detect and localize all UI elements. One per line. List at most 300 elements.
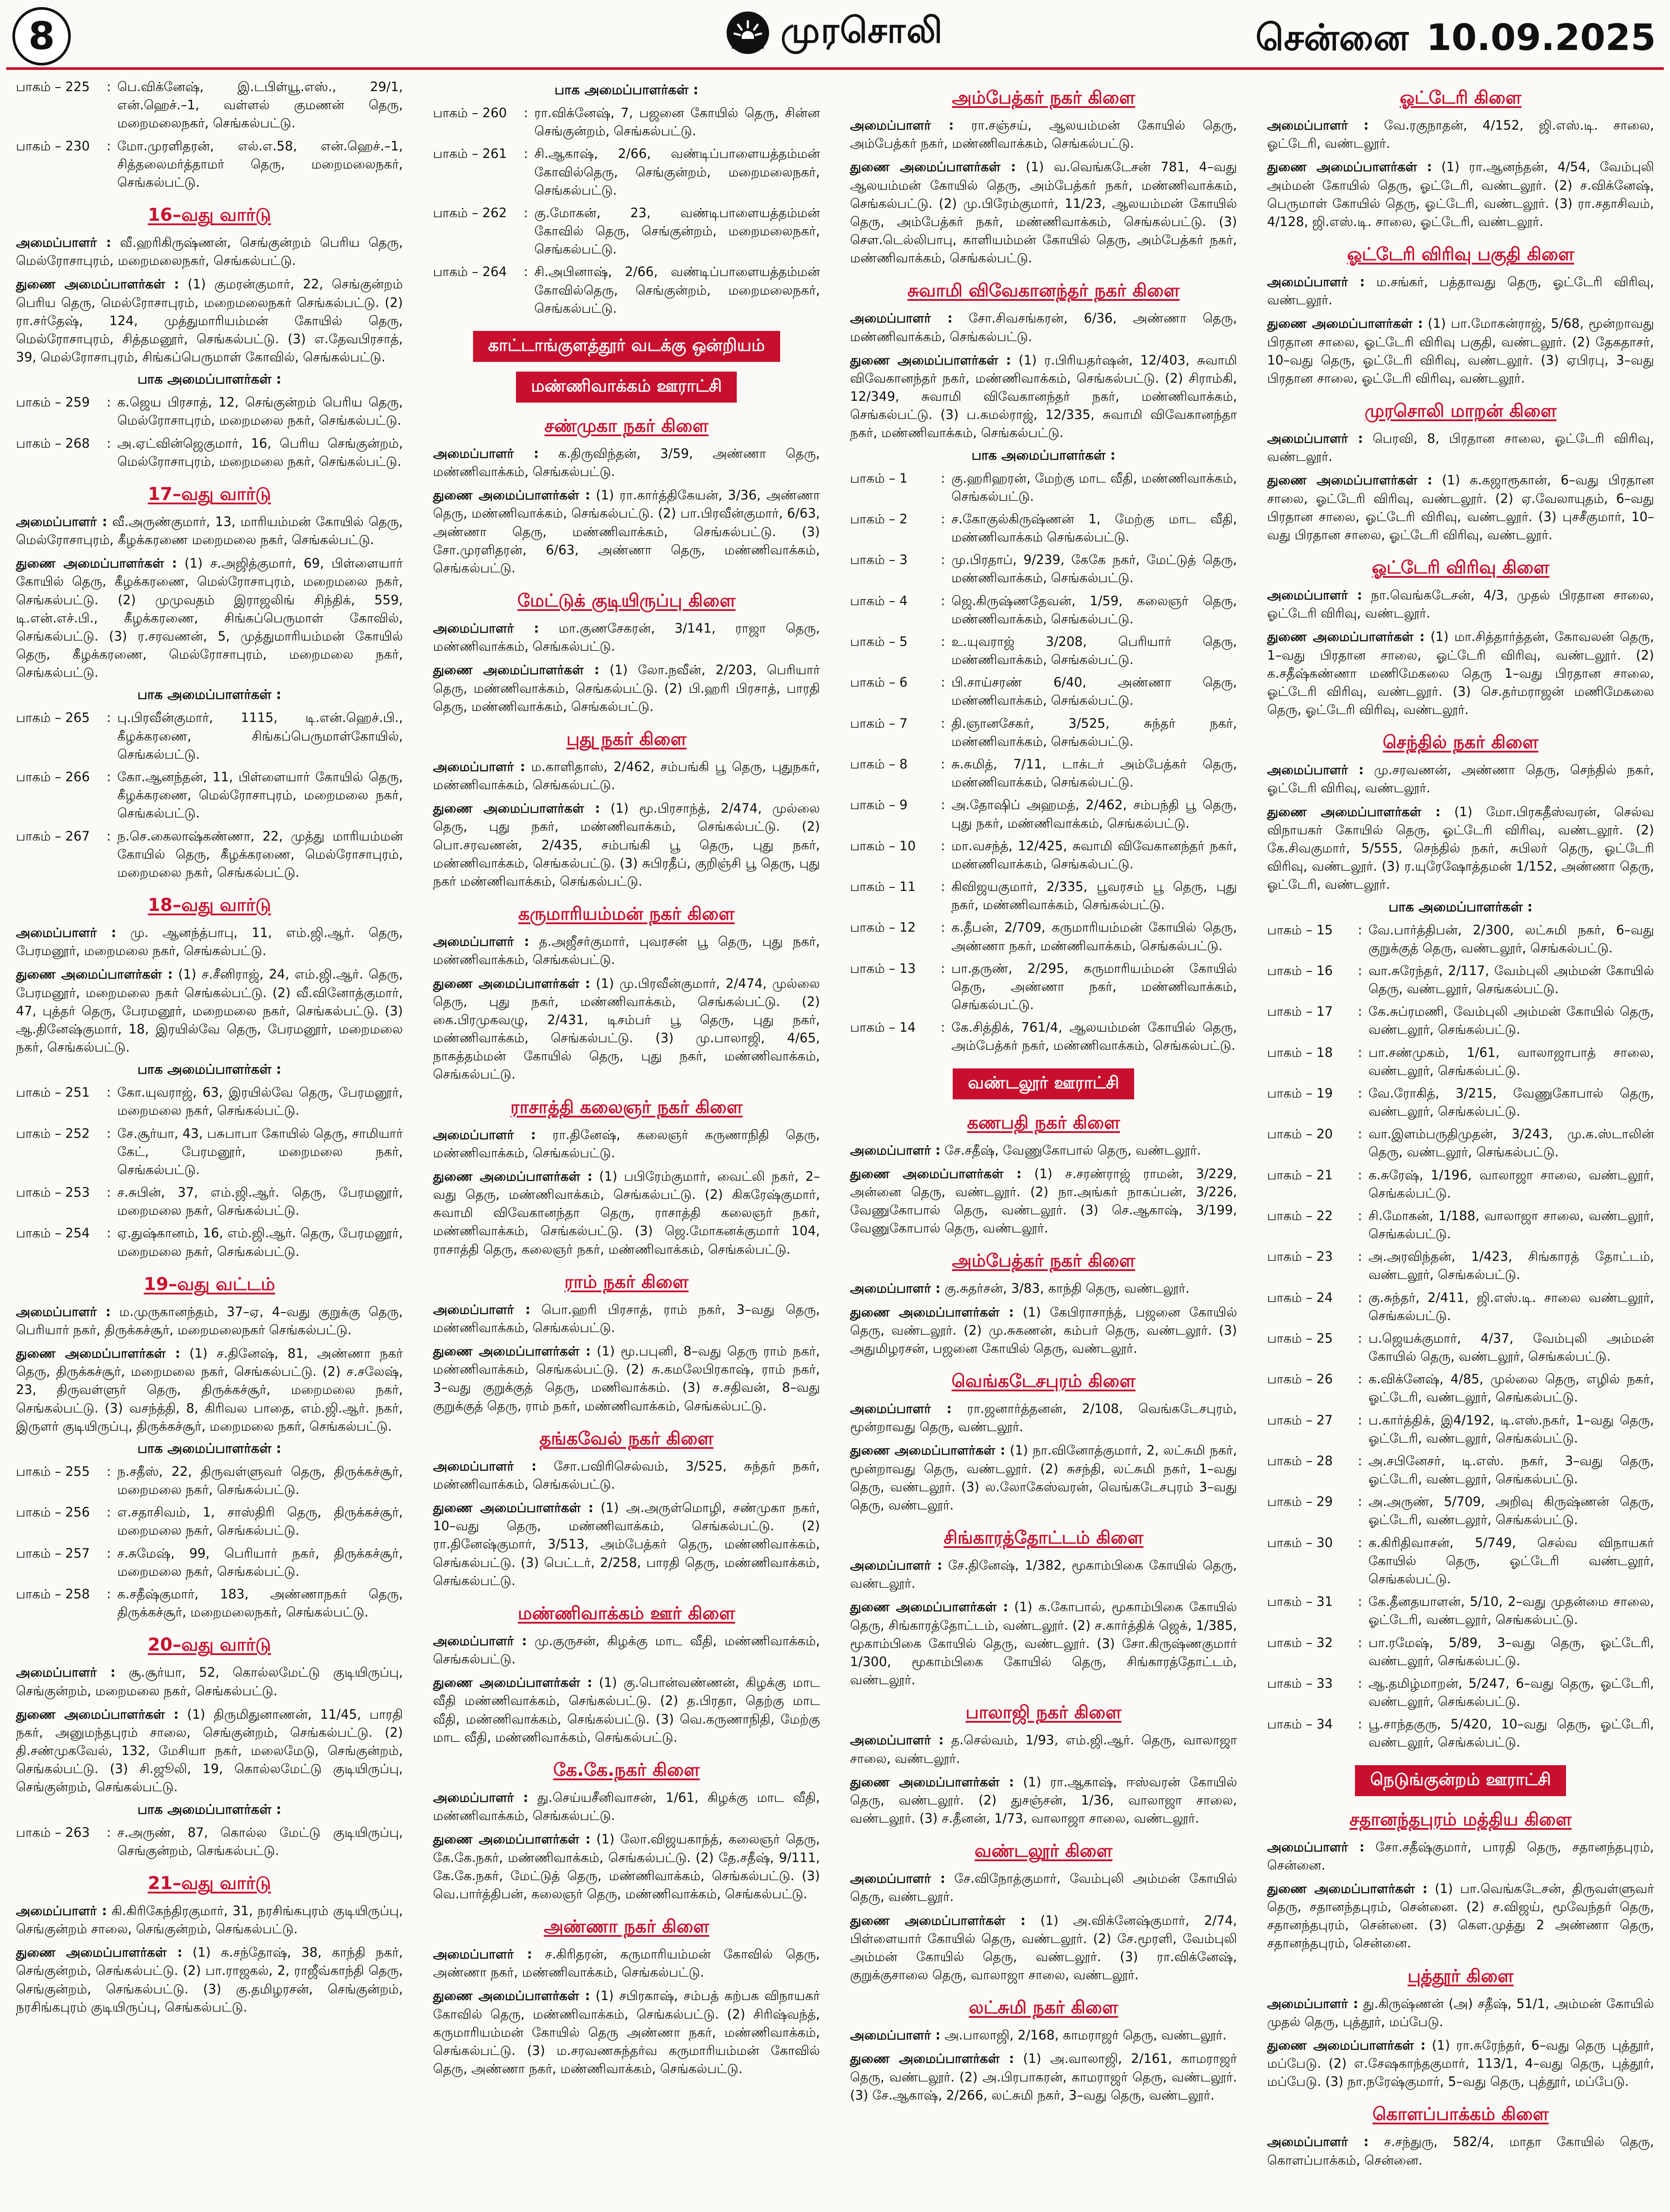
member-details: மு.குருசன், கிழக்கு மாட வீதி, மண்ணிவாக்கம், செங்கல்பட்டு. [433, 1633, 820, 1667]
booth-organiser: வா.இளம்பருதிமுதன், 3/243, மு.க.ஸ்டாலின் தெரு, வண்டலூர், செங்கல்பட்டு. [1368, 1126, 1654, 1160]
office-bearers-section [433, 904, 820, 1083]
booth-organiser: எ.சதாசிவம், 1, சாஸ்திரி தெரு, திருக்கச்சூர், மறைமலை நகர், செங்கல்பட்டு. [117, 1505, 403, 1538]
booth-number: பாகம் – 20 [1267, 1126, 1333, 1142]
role-label: அமைப்பாளர் : [16, 1304, 111, 1319]
booth-number: பாகம் – 30 [1267, 1535, 1333, 1550]
member-details: (1) கேபிராசாந்த், பஜனை கோயில் தெரு, வண்டலூர். (2) மு.சுகணன், கம்பர் தெரு, வண்டலூர். (3) அதுமிழரசன், பஜனை கோயில் தெரு, வண்டலூர். [850, 1304, 1237, 1356]
booth-organiser: மா.வசந்த், 12/425, சுவாமி விவேகானந்தர் நகர், மண்ணிவாக்கம், செங்கல்பட்டு. [951, 838, 1237, 872]
member-entry [433, 799, 820, 891]
booth-row [850, 1018, 1237, 1055]
separator: : [107, 828, 111, 844]
booth-number: பாகம் – 259 [16, 395, 90, 410]
member-entry [433, 975, 820, 1084]
booth-number: பாகம் – 1 [850, 470, 908, 486]
branch-heading [1267, 2104, 1655, 2127]
member-details: மா.குணசேகரன், 3/141, ராஜா தெரு, மண்ணிவாக்கம், செங்கல்பட்டு. [433, 621, 820, 654]
member-entry [433, 445, 820, 481]
member-entry [433, 1945, 820, 1982]
role-label: துணை அமைப்பாளர்கள் : [16, 276, 179, 292]
office-bearers-section [433, 1916, 820, 2078]
office-bearers-section [1267, 1765, 1655, 1796]
member-details: (1) குமரன்குமார், 22, செங்குன்றம் பெரிய தெரு, மெல்ரோசாபுரம், மறைமலைநகர் செங்கல்பட்டு. (2) ரா.சர்தேஷ், 124, முத்துமாரியம்மன் கோயில் தெரு, மெல்ரோசாபுரம், சித்தமனூர், செங்கல்பட்டு. (3) எ.தேவபிரசாத், 39, மெல்ரோசாபுரம், சிங்கப்பெருமாள் கோவில், செங்கல்பட்டு. [16, 276, 403, 365]
branch-heading-text: ஓட்டேரி விரிவு பகுதி கிளை [1347, 244, 1574, 265]
booth-number: பாகம் – 267 [16, 828, 90, 844]
member-entry [1267, 315, 1655, 388]
branch-heading [16, 1635, 403, 1657]
union-banner: காட்டாங்குளத்தூர் வடக்கு ஒன்றியம் [473, 331, 780, 362]
booth-row [850, 510, 1237, 546]
member-entry [850, 2050, 1237, 2104]
member-entry [850, 2026, 1237, 2044]
member-details: (1) திருமிதுனாணன், 11/45, பாரதி நகர், அனுமந்தபுரம் சாலை, செங்குன்றம், செங்கல்பட்டு. (2) தி.சண்முகவேல், 132, மேசியா நகர், மலைமேடு, செங்குன்றம், செங்கல்பட்டு. (3) சி.ஜூலி, 19, கொல்லமேட்டு குடியிருப்பு, செங்குன்றம், செங்கல்பட்டு. [16, 1706, 403, 1795]
booth-row [850, 960, 1237, 1014]
booth-row [850, 714, 1237, 751]
member-details: (1) சபிரகாஷ், சம்பத் கற்பக விநாயகர் கோவில் தெரு, மண்ணிவாக்கம், செங்கல்பட்டு. (2) சிரிஷ்வந்த், கருமாரியம்மன் கோயில் தெரு அண்ணா நகர், மண்ணிவாக்கம், செங்கல்பட்டு. (3) ம.சரவணசுந்தர்வ கருமாரியம்மன் கோவில் தெரு, அண்ணா நகர், மண்ணிவாக்கம், செங்கல்பட்டு. [433, 1988, 820, 2077]
branch-heading-text: சதானந்தபுரம் மத்திய கிளை [1349, 1809, 1572, 1830]
separator: : [941, 838, 945, 853]
branch-heading-text: கருமாரியம்மன் நகர் கிளை [518, 904, 735, 925]
booth-number: பாகம் – 5 [850, 634, 908, 649]
booth-number: பாகம் – 266 [16, 769, 90, 784]
office-bearers-section [850, 1528, 1237, 1689]
booth-number: பாகம் – 255 [16, 1463, 90, 1479]
role-label: துணை அமைப்பாளர்கள் : [433, 1500, 594, 1516]
booth-organiser: ரா.விக்னேஷ், 7, பஜனை கோயில் தெரு, சின்ன செங்குன்றம், செங்கல்பட்டு. [534, 105, 820, 139]
member-details: (1) ச.தினேஷ், 81, அண்ணா நகர் தெரு, திருக்கச்சூர், மறைமலை நகர், செங்கல்பட்டு. (2) ச.சலேஷ், 23, திருவள்ளுர் தெரு, திருக்கச்சூர், மறைமலை நகர், செங்கல்பட்டு. (3) வசந்த்தி, 8, கிரிவல பாதை, எம்.ஜி.ஆர். நகர், இருளர் குடியிருப்பு, திருக்கச்சூர், மறைமலை நகர், செங்கல்பட்டு. [16, 1346, 403, 1434]
office-bearers-section [850, 280, 1237, 1055]
booth-number: பாகம் – 15 [1267, 922, 1333, 937]
booth-number: பாகம் – 25 [1267, 1330, 1333, 1346]
booth-organiser: பா.தருண், 2/295, கருமாரியம்மன் கோயில் தெரு, அண்ணா நகர், மண்ணிவாக்கம், செங்கல்பட்டு. [951, 960, 1237, 1013]
member-details: (1) க.கஜாரூகான், 6–வது பிரதான சாலை, ஓட்டேரி விரிவு, வண்டலூர். (2) ஏ.வேலாயுதம், 6–வது பிரதான சாலை, ஓட்டேரி விரிவு, வண்டலூர். (3) புசசீகுமார், 10–வது பிரதான சாலை, ஓட்டேரி விரிவு, வண்டலூர். [1267, 472, 1655, 542]
office-bearers-section [850, 1841, 1237, 1984]
office-bearers-section [850, 88, 1237, 267]
article-columns [12, 78, 1658, 2212]
role-label: அமைப்பாளர் : [433, 1947, 532, 1962]
booth-number: பாகம் – 23 [1267, 1249, 1333, 1264]
booth-number: பாகம் – 252 [16, 1125, 90, 1141]
member-details: ரா.தினேஷ், கலைஞர் கருணாநிதி தெரு, மண்ணிவாக்கம், செங்கல்பட்டு. [433, 1127, 820, 1160]
office-bearers-section [16, 78, 403, 192]
member-details: (1) ரா.ஆனந்தன், 4/54, வேம்புலி அம்மன் கோயில் தெரு, ஓட்டேரி, வண்டலூர். (2) ச.விக்னேஷ், பெருமாள் கோயில் தெரு, ஓட்டேரி, வண்டலூர். (3) ரா.சதாசிவம், 4/128, ஜி.எஸ்.டி. சாலை, ஓட்டேரி, வண்டலூர். [1267, 159, 1655, 229]
booth-number: பாகம் – 256 [16, 1505, 90, 1520]
booth-row [850, 592, 1237, 628]
branch-heading-text: ராசாத்தி கலைஞர் நகர் கிளை [510, 1097, 743, 1118]
subheading-booth-organisers: பாக அமைப்பாளர்கள் : [971, 447, 1116, 463]
member-details: (1) பா.மோகன்ராஜ், 5/68, மூன்றாவது பிரதான சாலை, ஓட்டேரி விரிவு பகுதி, வண்டலூர். (2) தேகதாசர், 10–வது தெரு, ஓட்டேரி விரிவு, வண்டலூர். (3) ஏபிரபு, 3–வது பிரதான சாலை, ஓட்டேரி விரிவு, வண்டலூர். [1267, 316, 1655, 386]
member-entry [1267, 273, 1655, 309]
booth-row [16, 1544, 403, 1581]
paper-name: முரசொலி [781, 10, 943, 51]
member-details: (1) நா.வினோத்குமார், 2, லட்சுமி நகர், மூன்றாவது தெரு, வண்டலூர். (2) சுசந்தி, லட்சுமி நகர், 1–வது தெரு, வண்டலூர். (3) ல.லோகேஸ்வரன், வெங்கடேசபுரம் 3–வது தெரு, வண்டலூர். [850, 1443, 1237, 1513]
branch-heading [850, 280, 1237, 303]
role-label: அமைப்பாளர் : [1267, 118, 1369, 133]
branch-heading-text: சுவாமி விவேகானந்தர் நகர் கிளை [907, 280, 1180, 301]
role-label: துணை அமைப்பாளர்கள் : [16, 556, 177, 571]
booth-number: பாகம் – 3 [850, 552, 908, 568]
branch-heading [1267, 244, 1655, 267]
city-label: சென்னை [1255, 17, 1409, 59]
booth-row [1267, 1634, 1655, 1670]
member-entry [433, 1167, 820, 1259]
booth-row [850, 796, 1237, 832]
member-details: த.அஜீசர்குமார், புவரசன் பூ தெரு, புது நகர், மண்ணிவாக்கம், செங்கல்பட்டு. [433, 934, 820, 968]
booth-row [850, 837, 1237, 873]
role-label: அமைப்பாளர் : [1267, 2134, 1369, 2150]
member-entry [850, 1165, 1237, 1238]
booth-number: பாகம் – 264 [433, 264, 507, 280]
booth-number: பாகம் – 225 [16, 79, 90, 94]
member-entry [1267, 1838, 1655, 1874]
booth-organiser: கோ.யுவராஜ், 63, இரயில்வே தெரு, பேரமனூர், மறைமலை நகர், செங்கல்பட்டு. [117, 1085, 403, 1118]
member-details: ச.கிரிதரன், கருமாரியம்மன் கோவில் தெரு, அண்ணா நகர், மண்ணிவாக்கம், செங்கல்பட்டு. [433, 1947, 820, 1980]
role-label: துணை அமைப்பாளர்கள் : [433, 1832, 591, 1847]
office-bearers-section [16, 205, 403, 471]
role-label: துணை அமைப்பாளர்கள் : [850, 1304, 1014, 1320]
member-entry [433, 1301, 820, 1337]
role-label: துணை அமைப்பாளர்கள் : [1267, 629, 1425, 645]
rising-sun-emblem-icon [727, 12, 769, 54]
branch-heading-text: ஓட்டேரி கிளை [1400, 88, 1522, 108]
member-entry [1267, 761, 1655, 797]
member-details: (1) மு.பிரவீன்குமார், 2/474, முல்லை தெரு, புது நகர், மண்ணிவாக்கம், செங்கல்பட்டு. (2) கை.பிரமுகவழு, 2/431, டிசம்பர் பூ தெரு, புது நகர், மண்ணிவாக்கம், செங்கல்பட்டு. (3) மு.பாலாஜி, 4/65, நாகத்தம்மன் கோயில் தெரு, புது நகர், மண்ணிவாக்கம், செங்கல்பட்டு. [433, 975, 820, 1082]
role-label: துணை அமைப்பாளர்கள் : [1267, 804, 1441, 819]
booth-organiser: கோ.ஆனந்தன், 11, பிள்ளையார் கோயில் தெரு, கீழக்கரணை, மெல்ரோசாபுரம், மறைமலை நகர், செங்கல்பட்டு. [117, 769, 403, 821]
booth-row [850, 673, 1237, 710]
member-details: ம.காளிதாஸ், 2/462, சம்பங்கி பூ தெரு, புதுநகர், மண்ணிவாக்கம், செங்கல்பட்டு. [433, 759, 820, 793]
branch-heading-text: அண்ணா நகர் கிளை [543, 1916, 709, 1937]
booth-organiser: வா.சுரேந்தர், 2/117, வேம்புலி அம்மன் கோயில் தெரு, வண்டலூர், செங்கல்பட்டு. [1368, 963, 1654, 997]
office-bearers-section [16, 1274, 403, 1622]
separator: : [107, 1824, 111, 1840]
role-label: அமைப்பாளர் : [1267, 588, 1362, 603]
member-entry [433, 1674, 820, 1747]
member-entry [1267, 803, 1655, 894]
member-details: (1) அ.அருள்மொழி, சண்முகா நகர், 10–வது தெரு, மண்ணிவாக்கம், செங்கல்பட்டு. (2) ரா.தினேஷ்குமார், 3/513, அம்பேத்கர் தெரு, மண்ணிவாக்கம், செங்கல்பட்டு. (3) பெட்டர், 2/258, பாரதி தெரு, மண்ணிவாக்கம், செங்கல்பட்டு. [433, 1500, 820, 1588]
member-details: (1) பபிரேம்குமார், வைட்லி நகர், 2–வது தெரு, மண்ணிவாக்கம், செங்கல்பட்டு. (2) கிகரேஷ்குமார், சுவாமி விவேகானந்தா தெரு, ராசாத்தி கலைஞர் நகர், மண்ணிவாக்கம், செங்கல்பட்டு. (3) ஜெ.மோகனக்குமார் 104, ராசாத்தி தெரு, கலைஞர் நகர், மண்ணிவாக்கம், செங்கல்பட்டு. [433, 1168, 820, 1257]
member-entry [850, 1141, 1237, 1160]
role-label: அமைப்பாளர் : [850, 1732, 944, 1748]
booth-organiser: க.விக்னேஷ், 4/85, முல்லை தெரு, எழில் நகர், ஓட்டேரி, வண்டலூர், செங்கல்பட்டு. [1368, 1371, 1654, 1405]
member-details: மு.சரவணன், அண்ணா தெரு, செந்தில் நகர், ஓட்டேரி விரிவு, வண்டலூர். [1267, 762, 1654, 796]
member-entry [433, 1987, 820, 2078]
branch-heading [433, 729, 820, 752]
separator: : [107, 1545, 111, 1561]
role-label: துணை அமைப்பாளர்கள் : [433, 1344, 591, 1359]
member-details: வீ.அருண்குமார், 13, மாரியம்மன் கோயில் தெரு, மெல்ரோசாபுரம், கீழக்கரணை மறைமலை நகர், செங்கல்பட்டு. [16, 514, 403, 548]
member-entry [850, 1731, 1237, 1767]
booth-row [1267, 1715, 1655, 1751]
role-label: அமைப்பாளர் : [850, 1401, 952, 1417]
booth-row [1267, 1207, 1655, 1243]
separator: : [941, 552, 945, 568]
branch-heading [1267, 1966, 1655, 1989]
member-entry [16, 1943, 403, 2016]
booth-row [1267, 1248, 1655, 1284]
booth-row [1267, 1370, 1655, 1406]
booth-organiser: ச.கோகுல்கிருஷ்ணன் 1, மேற்கு மாட வீதி, மண்ணிவாக்கம் செங்கல்பட்டு. [951, 511, 1237, 545]
role-label: துணை அமைப்பாளர்கள் : [16, 967, 173, 982]
booth-number: பாகம் – 6 [850, 675, 908, 690]
booth-number: பாகம் – 254 [16, 1225, 90, 1241]
separator: : [1358, 1126, 1362, 1142]
member-entry [16, 965, 403, 1056]
branch-heading [16, 484, 403, 507]
separator: : [941, 593, 945, 608]
branch-heading [850, 1528, 1237, 1550]
separator: : [1358, 1412, 1362, 1428]
member-entry [433, 1342, 820, 1415]
booth-row [1267, 1411, 1655, 1448]
dateline [1238, 17, 1656, 64]
branch-heading-text: தங்கவேல் நகர் கிளை [539, 1428, 714, 1449]
role-label: அமைப்பாளர் : [850, 2028, 941, 2043]
office-bearers-section [850, 1113, 1237, 1238]
booth-row [16, 1585, 403, 1621]
role-label: துணை அமைப்பாளர்கள் : [1267, 472, 1432, 488]
role-label: அமைப்பாளர் : [433, 1127, 536, 1142]
separator: : [941, 879, 945, 895]
member-details: வீ.ஹரிகிருஷ்ணன், செங்குன்றம் பெரிய தெரு, மெல்ரோசாபுரம், மறைமலைநகர், செங்கல்பட்டு. [16, 235, 403, 269]
member-details: சே.விநோத்குமார், வேம்புலி அம்மன் கோயில் தெரு, வண்டலூர். [850, 1871, 1237, 1905]
booth-row [1267, 1674, 1655, 1711]
branch-heading-text: வண்டலூர் கிளை [974, 1841, 1112, 1862]
role-label: அமைப்பாளர் : [16, 925, 116, 941]
office-bearers-section [16, 1635, 403, 1860]
member-entry [433, 486, 820, 577]
office-bearers-section [850, 1702, 1237, 1828]
booth-organiser: பூ.சாந்தகுரு, 5/420, 10–வது தெரு, ஓட்டேரி, வண்டலூர், செங்கல்பட்டு. [1368, 1717, 1654, 1750]
booth-organiser: உ.யுவராஜ் 3/208, பெரியார் தெரு, மண்ணிவாக்கம், செங்கல்பட்டு. [951, 634, 1237, 668]
office-bearers-section [1267, 88, 1655, 231]
member-details: ம.முருகானந்தம், 37–ஏ, 4–வது குறுக்கு தெரு, பெரியார் நகர், திருக்கச்சூர், மறைமலைநகர் செங்கல்பட்டு. [16, 1304, 403, 1337]
member-entry [433, 1499, 820, 1590]
role-label: அமைப்பாளர் : [433, 759, 525, 774]
booth-number: பாகம் – 2 [850, 511, 908, 526]
member-details: ச.சந்துரு, 582/4, மாதா கோயில் தெரு, கொளப்பாக்கம், சென்னை. [1267, 2134, 1654, 2168]
branch-heading [1267, 557, 1655, 580]
role-label: துணை அமைப்பாளர்கள் : [850, 1443, 1005, 1458]
separator: : [523, 205, 528, 220]
booth-row [1267, 1593, 1655, 1629]
member-entry [850, 1598, 1237, 1689]
booth-organiser: பா.சண்முகம், 1/61, வாலாஜாபாத் சாலை, வண்டலூர், செங்கல்பட்டு. [1368, 1045, 1654, 1078]
separator: : [941, 675, 945, 690]
separator: : [107, 395, 111, 410]
subheading-booth-organisers: பாக அமைப்பாளர்கள் : [137, 1062, 281, 1078]
separator: : [941, 797, 945, 813]
branch-heading [1267, 1809, 1655, 1832]
booth-number: பாகம் – 230 [16, 138, 90, 154]
branch-heading-text: லட்சுமி நகர் கிளை [969, 1997, 1118, 2018]
booth-number: பாகம் – 13 [850, 960, 916, 976]
booth-row [16, 827, 403, 882]
member-entry [850, 1912, 1237, 1985]
brand [727, 10, 943, 56]
booth-number: பாகம் – 8 [850, 756, 908, 772]
role-label: துணை அமைப்பாளர்கள் : [1267, 1881, 1428, 1896]
role-label: துணை அமைப்பாளர்கள் : [16, 1706, 179, 1722]
member-details: ரா.சஞ்சய், ஆலயம்மன் கோயில் தெரு, அம்பேத்கர் நகர், மண்ணிவாக்கம், செங்கல்பட்டு. [850, 118, 1237, 151]
branch-heading-text: சண்முகா நகர் கிளை [544, 415, 709, 436]
member-details: மு. ஆனந்த்பாபு, 11, எம்.ஜி.ஆர். தெரு, பேரமனூர், மறைமலை நகர், செங்கல்பட்டு. [16, 925, 403, 959]
separator: : [941, 470, 945, 486]
branch-heading-text: 21–வது வார்டு [148, 1873, 271, 1893]
role-label: துணை அமைப்பாளர்கள் : [433, 488, 590, 503]
member-entry [16, 1705, 403, 1797]
booth-number: பாகம் – 31 [1267, 1594, 1333, 1609]
office-bearers-section [433, 1429, 820, 1590]
booth-row [1267, 1002, 1655, 1039]
column-2 [430, 78, 824, 2212]
booth-row [16, 1083, 403, 1120]
role-label: துணை அமைப்பாளர்கள் : [850, 1912, 1026, 1928]
booth-number: பாகம் – 27 [1267, 1412, 1333, 1428]
member-entry [16, 513, 403, 549]
booth-row [16, 434, 403, 471]
booth-organiser: கு.சுந்தர், 2/411, ஜி.எஸ்.டி. சாலை வண்டலூர், செங்கல்பட்டு. [1368, 1290, 1654, 1323]
booth-number: பாகம் – 263 [16, 1824, 90, 1840]
member-entry [16, 275, 403, 366]
separator: : [1358, 1249, 1362, 1264]
booth-number: பாகம் – 28 [1267, 1453, 1333, 1468]
booth-organiser: கு.ஹரிஹரன், மேற்கு மாட வீதி, மண்ணிவாக்கம், செங்கல்பட்டு. [951, 470, 1237, 504]
separator: : [1358, 1085, 1362, 1101]
separator: : [1358, 1717, 1362, 1732]
separator: : [1358, 1635, 1362, 1650]
branch-heading [433, 591, 820, 613]
booth-organiser: வே.பார்த்திபன், 2/300, லட்சுமி நகர், 6–வது குறுக்குத் தெரு, வண்டலூர், செங்கல்பட்டு. [1368, 922, 1654, 956]
member-entry [16, 234, 403, 270]
booth-organiser: சி.அபினாஷ், 2/66, வண்டிப்பாளையத்தம்மன் கோவில்தெரு, செங்குன்றம், மறைமலைநகர், செங்கல்பட்டு. [534, 264, 820, 316]
booth-organiser: கே.சுப்ரமணி, வேம்புலி அம்மன் கோயில் தெரு, வண்டலூர், செங்கல்பட்டு. [1368, 1004, 1654, 1037]
role-label: அமைப்பாளர் : [433, 1458, 537, 1474]
role-label: துணை அமைப்பாளர்கள் : [433, 662, 600, 678]
separator: : [941, 1020, 945, 1035]
booth-organiser: பி.சாய்சரண் 6/40, அண்ணா தெரு, மண்ணிவாக்கம், செங்கல்பட்டு. [951, 675, 1237, 708]
issue-date: 10.09.2025 [1426, 17, 1656, 59]
masthead [6, 5, 1664, 70]
booth-organiser: ப.ஜெயக்குமார், 4/37, வேம்புலி அம்மன் கோயில் தெரு, வண்டலூர், செங்கல்பட்டு. [1368, 1330, 1654, 1364]
booth-row [1267, 1044, 1655, 1080]
branch-heading [1267, 732, 1655, 755]
role-label: அமைப்பாளர் : [433, 445, 539, 461]
member-details: (1) அ.வாலாஜி, 2/161, காமராஜர் தெரு, வண்டலூர். (2) அ.பிரபாகரன், காமராஜர் தெரு, வண்டலூர். (3) சே.ஆகாஷ், 2/266, லட்சுமி நகர், 3–வது தெரு, வண்டலூர். [850, 2051, 1237, 2103]
separator: : [1358, 1330, 1362, 1346]
branch-heading [850, 1113, 1237, 1135]
member-details: கி.கிரிகேந்திரகுமார், 31, நரசிங்கபுரம் குடியிருப்பு, செங்குன்றம் சாலை, செங்குன்றம், செங்கல்பட்டு. [16, 1903, 403, 1937]
separator: : [107, 79, 111, 94]
booth-number: பாகம் – 29 [1267, 1494, 1333, 1509]
subheading-booth-organisers: பாக அமைப்பாளர்கள் : [554, 82, 699, 98]
role-label: அமைப்பாளர் : [16, 235, 112, 250]
booth-organiser: ஜெ.கிருஷ்ணதேவன், 1/59, கலைஞர் தெரு, மண்ணிவாக்கம், செங்கல்பட்டு. [951, 593, 1237, 626]
role-label: துணை அமைப்பாளர்கள் : [1267, 2037, 1426, 2053]
booth-row [433, 263, 820, 318]
member-entry [850, 1400, 1237, 1436]
booth-row [1267, 1166, 1655, 1202]
member-entry [433, 1126, 820, 1162]
member-entry [16, 1663, 403, 1700]
member-entry [1267, 430, 1655, 466]
member-entry [850, 116, 1237, 153]
separator: : [1358, 1045, 1362, 1060]
office-bearers-section [433, 1097, 820, 1259]
separator: : [941, 920, 945, 935]
separator: : [1358, 1494, 1362, 1509]
member-details: (1) ச.சீனிராஜ், 24, எம்.ஜி.ஆர். தெரு, பேரமனூர், மறைமலை நகர் செங்கல்பட்டு. (2) வீ.வினோத்குமார், 47, புத்தர் தெரு, பேரமனூர், மறைமலை நகர், செங்கல்பட்டு. (3) ஆ.தினேஷ்குமார், 18, இரயில்வே தெரு, பேரமனூர், மறைமலை நகர், செங்கல்பட்டு. [16, 967, 403, 1055]
booth-row [16, 1463, 403, 1499]
column-3 [847, 78, 1241, 2212]
booth-organiser: தி.ஞானசேகர், 3/525, சுந்தர் நகர், மண்ணிவாக்கம், செங்கல்பட்டு. [951, 715, 1237, 749]
member-details: (1) மா.சித்தார்த்தன், கோவலன் தெரு, 1–வது பிரதான சாலை, ஓட்டேரி விரிவு, வண்டலூர். (2) க.சதீஷ்கண்ணா மணிமேகலை தெரு 1–வது பிரதான சாலை, ஓட்டேரி விரிவு, வண்டலூர். (3) செ.தர்மராஜன் மணிமேகலை தெரு, ஓட்டேரி விரிவு, வண்டலூர். [1267, 629, 1654, 718]
booth-row [850, 551, 1237, 587]
booth-number: பாகம் – 261 [433, 146, 507, 161]
branch-heading [433, 1272, 820, 1294]
booth-organiser: வே.ரோகித், 3/215, வேணுகோபால் தெரு, வண்டலூர், செங்கல்பட்டு. [1368, 1085, 1654, 1119]
member-entry [1267, 628, 1655, 719]
office-bearers-section [433, 729, 820, 891]
role-label: அமைப்பாளர் : [16, 1665, 115, 1680]
branch-heading-text: புத்தூர் கிளை [1407, 1966, 1514, 1986]
booth-organiser: ச.சுபின், 37, எம்.ஜி.ஆர். தெரு, பேரமனூர், மறைமலை நகர், செங்கல்பட்டு. [117, 1185, 403, 1218]
separator: : [107, 1586, 111, 1601]
member-entry [433, 1632, 820, 1668]
office-bearers-section [16, 895, 403, 1261]
booth-organiser: க.தீபன், 2/709, கருமாரியம்மன் கோயில் தெரு, அண்ணா நகர், மண்ணிவாக்கம், செங்கல்பட்டு. [951, 920, 1237, 953]
booth-number: பாகம் – 10 [850, 838, 916, 853]
separator: : [107, 138, 111, 154]
separator: : [1358, 1371, 1362, 1387]
branch-heading-text: மண்ணிவாக்கம் ஊர் கிளை [518, 1603, 735, 1624]
member-details: (1) ச.சரண்ராஜ் ராமன், 3/229, அன்னை தெரு, வண்டலூர். (2) நா.அங்கர் நாகப்பன், 3/226, வேணுகோபால் தெரு, வண்டலூர். (3) செ.ஆகாஷ், 3/199, வேணுகோபால் தெரு, வண்டலூர். [850, 1166, 1237, 1236]
member-details: (1) பா.வெங்கடேசன், திருவள்ளுவர் தெரு, சதானந்தபுரம், சென்னை. (2) ச.விஜய், மூவேந்தர் தெரு, சதானந்தபுரம், சென்னை. (3) கௌ.முத்து 2 அண்ணா தெரு, சதானந்தபுரம், சென்னை. [1267, 1881, 1655, 1951]
booth-row [850, 633, 1237, 669]
column-1 [12, 78, 407, 2212]
office-bearers-section [1267, 557, 1655, 719]
member-entry [1267, 471, 1655, 544]
branch-heading [850, 1841, 1237, 1863]
role-label: அமைப்பாளர் : [850, 1871, 946, 1886]
separator: : [1358, 1453, 1362, 1468]
booth-number: பாகம் – 251 [16, 1085, 90, 1100]
union-banner: வண்டலூர் ஊராட்சி [953, 1068, 1134, 1099]
member-entry [850, 158, 1237, 267]
role-label: துணை அமைப்பாளர்கள் : [433, 1168, 593, 1184]
separator: : [523, 105, 528, 120]
member-entry [1267, 116, 1655, 153]
booth-number: பாகம் – 33 [1267, 1675, 1333, 1691]
member-entry [1267, 1995, 1655, 2031]
office-bearers-section [1267, 2104, 1655, 2169]
booth-number: பாகம் – 12 [850, 920, 916, 935]
separator: : [523, 146, 528, 161]
branch-heading [850, 88, 1237, 110]
member-details: சோ.சிவசங்கரன், 6/36, அண்ணா தெரு, மண்ணிவாக்கம், செங்கல்பட்டு. [850, 311, 1237, 344]
role-label: துணை அமைப்பாளர்கள் : [850, 1166, 1022, 1181]
member-entry [1267, 1880, 1655, 1953]
member-details: (1) வ.வெங்கடேசன் 781, 4–வது ஆலயம்மன் கோயில் தெரு, அம்பேத்கர் நகர், மண்ணிவாக்கம், செங்கல்பட்டு. (2) மு.பிரேம்குமார், 11/23, ஆலயம்மன் கோயில் தெரு, அம்பேத்கர் நகர், மண்ணிவாக்கம், செங்கல்பட்டு. (3) சௌ.டெல்லிபாபு, காளியம்மன் கோயில் தெரு, அம்பேத்கர் நகர், மண்ணிவாக்கம், செங்கல்பட்டு. [850, 159, 1237, 266]
booth-organiser: க.சதீஷ்குமார், 183, அண்ணாநகர் தெரு, திருக்கச்சூர், மறைமலைநகர், செங்கல்பட்டு. [117, 1586, 403, 1620]
subheading-booth-organisers: பாக அமைப்பாளர்கள் : [137, 1440, 281, 1456]
member-details: கு.சுதர்சன், 3/83, காந்தி தெரு, வண்டலூர். [944, 1281, 1190, 1296]
booth-number: பாகம் – 21 [1267, 1167, 1333, 1183]
separator: : [941, 756, 945, 772]
branch-heading-text: 19–வது வட்டம் [143, 1274, 275, 1294]
branch-heading [433, 1760, 820, 1782]
separator: : [1358, 1675, 1362, 1691]
booth-number: பாகம் – 4 [850, 593, 908, 608]
